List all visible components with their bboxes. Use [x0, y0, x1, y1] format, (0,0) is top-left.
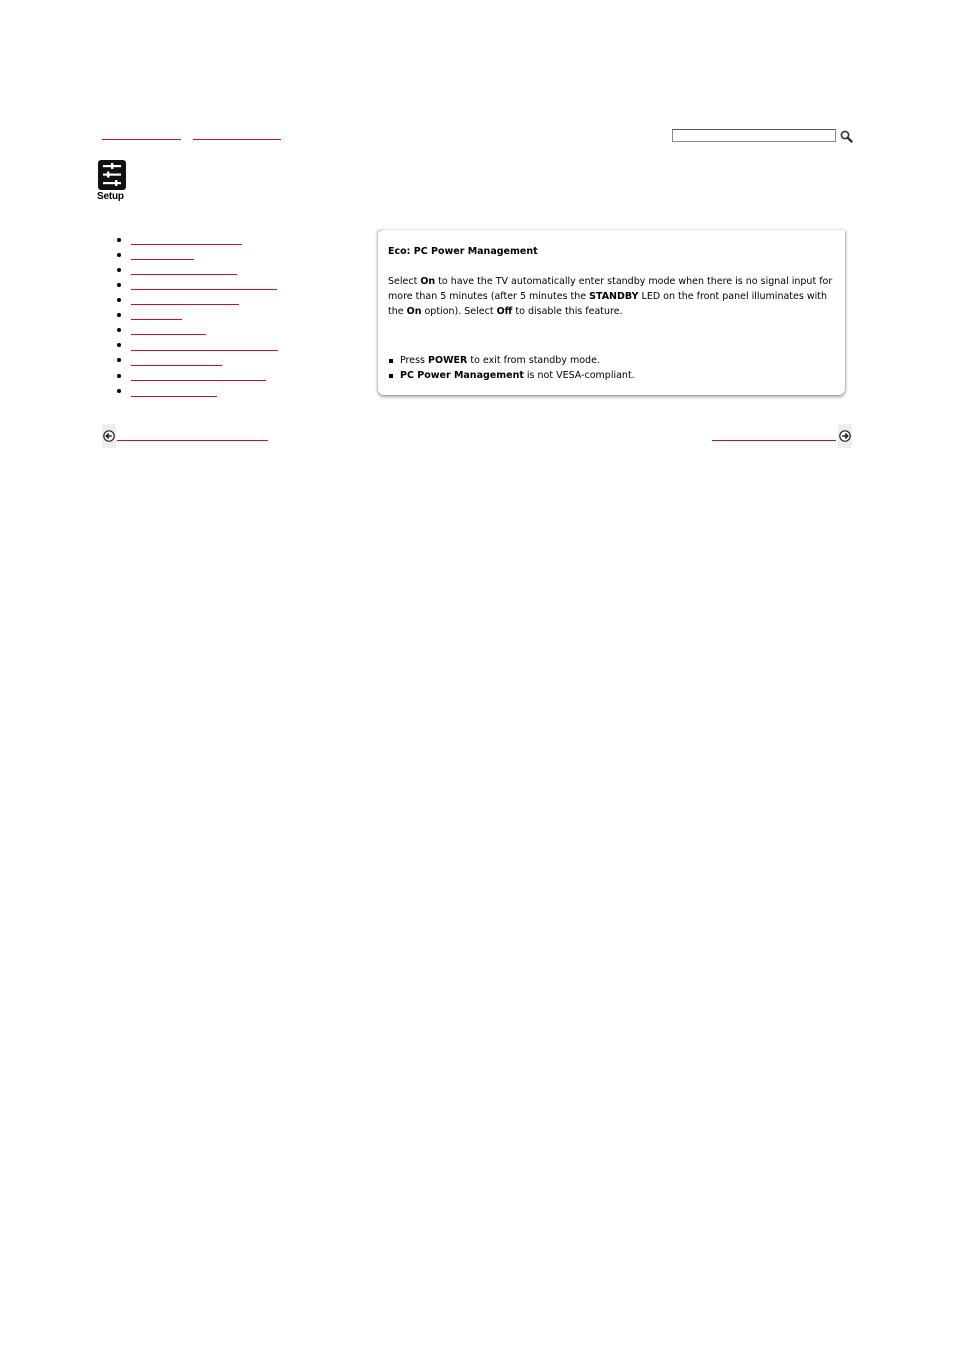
note-bullet — [389, 359, 393, 363]
content-paragraph-line: more than 5 minutes (after 5 minutes the STANDBY LED on the front panel illuminates with — [388, 291, 827, 302]
arrow-left-icon — [103, 430, 115, 442]
content-title: Eco: PC Power Management — [388, 246, 538, 257]
list-bullet — [117, 343, 121, 347]
content-paragraph-line: Select On to have the TV automatically enter standby mode when there is no signal input for — [388, 276, 833, 287]
list-bullet — [117, 238, 121, 242]
arrow-right-icon — [839, 430, 851, 442]
magnifier-icon — [840, 130, 853, 143]
sidebar-link-3[interactable] — [131, 274, 237, 275]
sidebar-link-5[interactable] — [131, 304, 239, 305]
list-bullet — [117, 374, 121, 378]
sidebar-link-10[interactable] — [131, 380, 266, 381]
previous-page-link[interactable] — [117, 440, 268, 441]
list-bullet — [117, 268, 121, 272]
sidebar-link-7[interactable] — [131, 334, 206, 335]
sidebar-link-1[interactable] — [131, 244, 242, 245]
list-bullet — [117, 298, 121, 302]
content-paragraph-line: the On option). Select Off to disable this feature. — [388, 306, 623, 317]
list-bullet — [117, 358, 121, 362]
sidebar-link-6[interactable] — [131, 319, 182, 320]
sidebar-link-2[interactable] — [131, 259, 194, 260]
section-label: Setup — [97, 191, 124, 202]
next-page-button[interactable] — [838, 424, 852, 448]
next-page-link[interactable] — [712, 440, 836, 441]
search-button[interactable] — [840, 128, 853, 141]
sidebar-link-11[interactable] — [131, 396, 217, 397]
breadcrumb-link-section[interactable] — [193, 139, 281, 140]
sidebar-link-8[interactable] — [131, 350, 278, 351]
sidebar-link-4[interactable] — [131, 289, 277, 290]
previous-page-button[interactable] — [102, 424, 116, 448]
list-bullet — [117, 328, 121, 332]
search-input[interactable] — [672, 129, 836, 142]
content-panel — [378, 230, 845, 395]
list-bullet — [117, 283, 121, 287]
list-bullet — [117, 313, 121, 317]
list-bullet — [117, 253, 121, 257]
note-bullet — [389, 374, 393, 378]
note-item: PC Power Management is not VESA-compliant. — [400, 370, 635, 381]
breadcrumb-link-home[interactable] — [102, 139, 181, 140]
note-item: Press POWER to exit from standby mode. — [400, 355, 600, 366]
list-bullet — [117, 389, 121, 393]
setup-icon — [98, 160, 126, 190]
sidebar-link-9[interactable] — [131, 365, 222, 366]
